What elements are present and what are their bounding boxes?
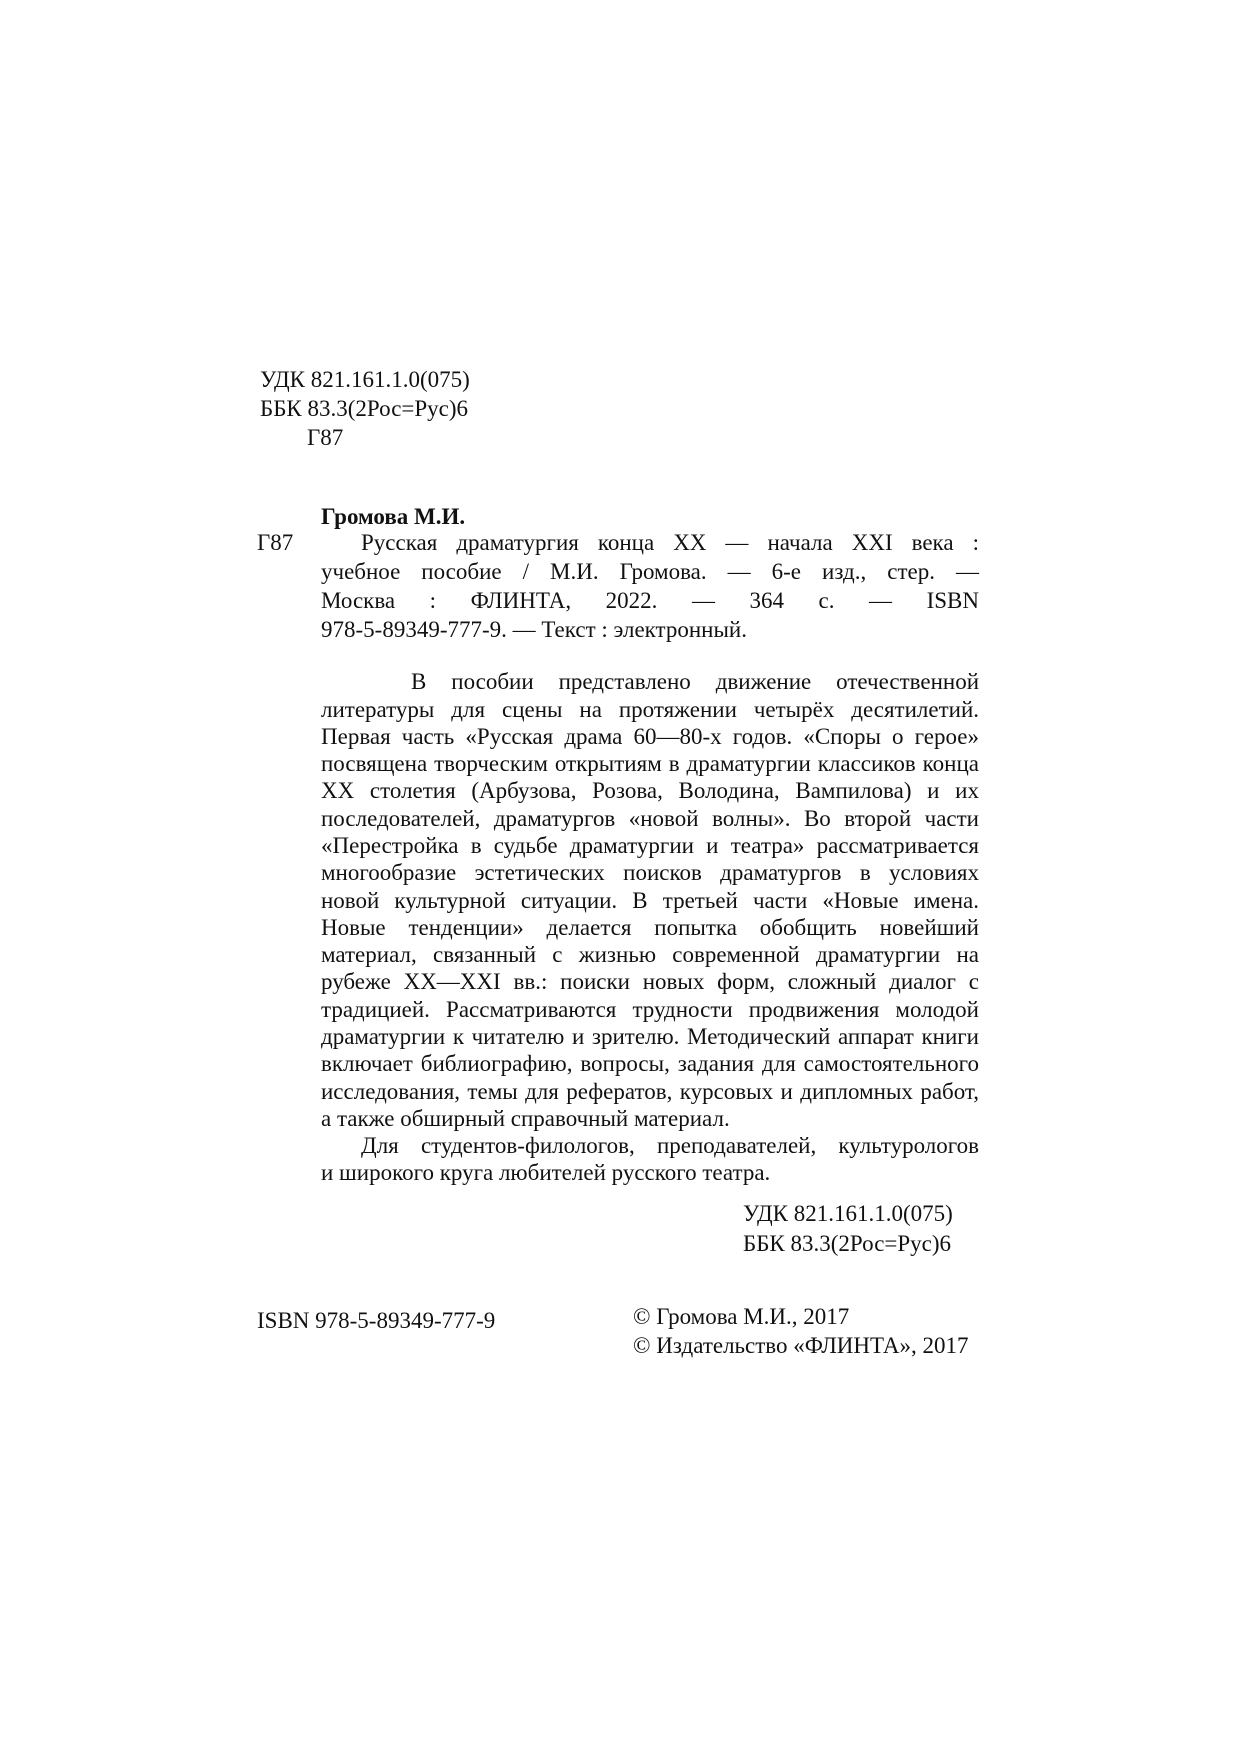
annotation-line: XX столетия (Арбузова, Розова, Володина, Вампилова) и их [321,778,979,803]
annotation-line: посвящена творческим открытиям в драматургии классиков конца [321,751,979,776]
bibliographic-line: Русская драматургия конца XX — начала XXI века : [361,530,979,555]
annotation-line: многообразие эстетических поисков драматургов в условиях [321,860,979,885]
audience-line: Для студентов-филологов, преподавателей, культурологов [361,1133,979,1158]
udk-code-top: УДК 821.161.1.0(075) [260,367,470,392]
bbk-code-bottom: ББК 83.3(2Рос=Рус)6 [743,1231,952,1256]
annotation-line: Первая часть «Русская драма 60—80-х годов. «Споры о герое» [321,724,979,749]
annotation-line: литературы для сцены на протяжении четырёх десятилетий. [321,697,979,722]
annotation-line: исследования, темы для рефератов, курсовых и дипломных работ, [321,1079,979,1104]
isbn: ISBN 978-5-89349-777-9 [257,1308,496,1333]
author-sign-top: Г87 [307,425,344,450]
annotation-line: новой культурной ситуации. В третьей части «Новые имена. [321,888,979,913]
annotation-line: В пособии представлено движение отечественной [411,669,979,694]
annotation-line: «Перестройка в судьбе драматургии и театра» рассматривается [321,833,979,858]
annotation-line: драматургии к читателю и зрителю. Методический аппарат книги [321,1024,979,1049]
bbk-code-top: ББК 83.3(2Рос=Рус)6 [260,396,469,421]
copyright-author: © Громова М.И., 2017 [633,1304,850,1329]
copyright-publisher: © Издательство «ФЛИНТА», 2017 [633,1333,969,1358]
udk-code-bottom: УДК 821.161.1.0(075) [743,1201,953,1226]
author-sign-side: Г87 [257,530,294,555]
bibliographic-line: учебное пособие / М.И. Громова. — 6-е изд., стер. — [321,559,979,584]
author-name: Громова М.И. [321,504,466,529]
annotation-line: традицией. Рассматриваются трудности продвижения молодой [321,997,979,1022]
annotation-line: Новые тенденции» делается попытка обобщить новейший [321,915,979,940]
annotation-line: материал, связанный с жизнью современной драматургии на [321,942,979,967]
annotation-line: а также обширный справочный материал. [321,1106,730,1131]
bibliographic-line: Москва : ФЛИНТА, 2022. — 364 с. — ISBN [321,588,979,613]
audience-line: и широкого круга любителей русского театра. [321,1160,771,1185]
annotation-line: включает библиографию, вопросы, задания для самостоятельного [321,1051,979,1076]
annotation-line: последователей, драматургов «новой волны». Во второй части [321,806,979,831]
bibliographic-line: 978-5-89349-777-9. — Текст : электронный. [321,617,747,642]
annotation-line: рубеже XX—XXI вв.: поиски новых форм, сложный диалог с [321,969,979,994]
